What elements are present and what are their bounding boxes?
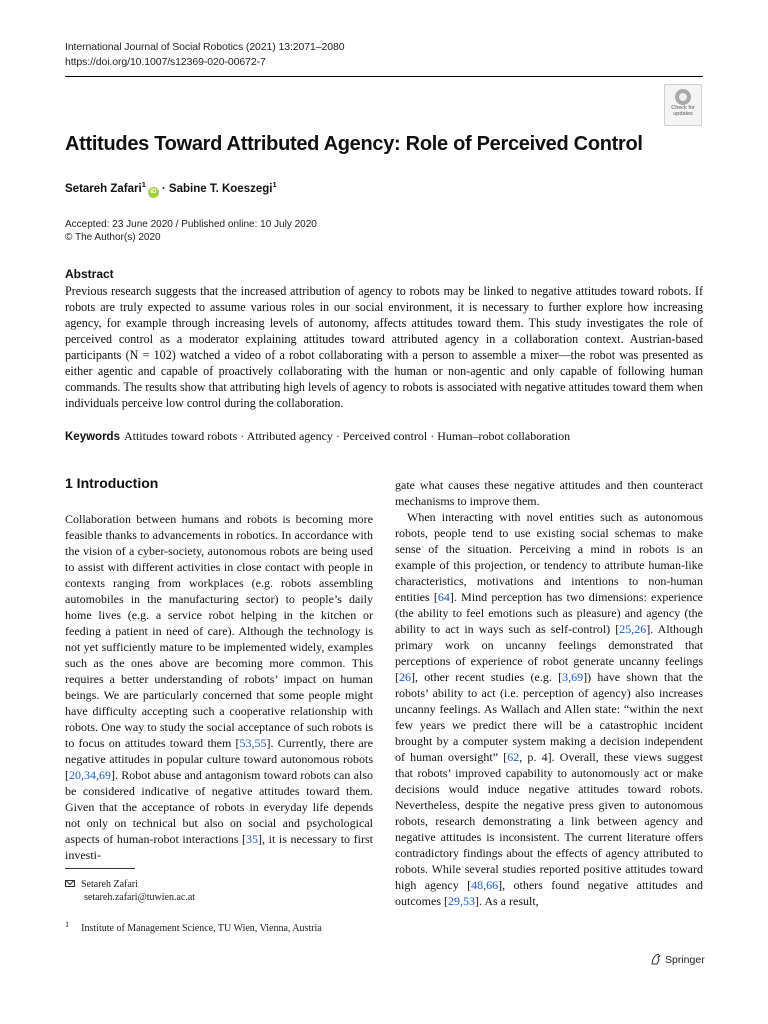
keywords-text: Attitudes toward robots · Attributed agency · Perceived control · Human–robot collaboration [123,429,571,443]
header-divider [65,76,703,77]
publisher-logo [650,953,705,966]
check-for-updates-badge[interactable] [664,84,702,126]
citation-link[interactable]: 53,55 [239,736,267,750]
orcid-icon[interactable]: iD [148,187,159,198]
keywords-label: Keywords [65,431,120,443]
abstract-text: Previous research suggests that the increased attribution of agency to robots may be linked to negative attitudes toward robots. If robots are truly expected to assume various roles in our social environment, it is necessary to further explore how increasing agency, for example through increasing levels of autonomy, affects attitudes toward them. This study investigates the role of perceived control as a moderator explaining attitudes toward attributed agency in a collaboration context. Austrian-based participants (N = 102) watched a video of a robot collaborating with a person to assemble a mixer—the robot was presented as either agentic and capable of proactively collaborating with the human or non-agentic and only capable of following human commands. The results show that attributing high levels of agency to robots is associated with negative attitudes toward them when individuals perceive low control during the collaboration. [65,284,703,410]
copyright-line: © The Author(s) 2020 [65,232,161,243]
citation-link[interactable]: 25,26 [619,622,647,636]
body-column-left [65,511,373,863]
keywords-line [65,429,570,444]
author-name[interactable]: Setareh Zafari [65,182,142,195]
citation-link[interactable]: 3,69 [562,670,584,684]
check-for-updates-icon [675,89,691,105]
paragraph: gate what causes these negative attitudes and then counteract mechanisms to improve them. [395,478,703,508]
citation-link[interactable]: 64 [437,590,450,604]
citation-link[interactable]: 29,53 [448,894,475,908]
journal-citation: International Journal of Social Robotics (2021) 13:2071–2080 [65,41,345,53]
abstract-heading: Abstract [65,267,114,281]
author-separator: · [161,182,166,195]
affiliation-number: 1 [65,920,70,929]
citation-link[interactable]: 26 [399,670,411,684]
badge-line1: Check for [671,105,695,111]
citation-link[interactable]: 35 [246,832,259,846]
paper-title: Attitudes Toward Attributed Agency: Role of Perceived Control [65,133,643,155]
author-affiliation-marker: 1 [272,180,277,189]
doi-link[interactable]: https://doi.org/10.1007/s12369-020-00672-7 [65,56,266,68]
publication-dates: Accepted: 23 June 2020 / Published online: 10 July 2020 [65,219,317,230]
author-list [65,180,277,198]
citation-link[interactable]: 48,66 [471,878,499,892]
paragraph: When interacting with novel entities such as autonomous robots, people tend to use existing social schemas to make sense of the situation. Perceiving a mind in robots is an example of this projection, or tendency to attribute human-like characteristics, motivations and intentions to non-human entities [64]. Mind perception has two dimensions: experience (the ability to feel emotions such as pleasure) and agency (the ability to act in ways such as self-control) [25,26]. Although primary work on uncanny feelings demonstrated that perceptions of experience of robot generate uncanny feelings [26], other recent studies (e.g. [3,69]) have shown that the robots’ ability to act (i.e. perception of agency) also increases uncanny feelings. As Wallach and Allen state: “within the next few years we predict there will be a catastrophic incident brought by a computer system making a decision independent of human oversight” [62, p. 4]. Overall, these views suggest that robots’ improved capability to autonomously act or make decisions would induce negative attitudes toward robots. Nevertheless, despite the negative press given to autonomous robots, research demonstrating a link between agency and negative attitudes is inconsistent. The current literature offers contradictory findings about the effects of agency attributed to robots. While several studies reported positive attitudes toward high agency [48,66], others found negative attitudes and outcomes [29,53]. As a result, [395,510,704,908]
envelope-icon [65,880,75,887]
springer-horse-icon [650,953,662,965]
author-name[interactable]: Sabine T. Koeszegi [168,182,273,195]
corresponding-author [65,878,138,891]
citation-link[interactable]: 20,34,69 [69,768,111,782]
contact-email[interactable]: setareh.zafari@tuwien.ac.at [84,892,196,903]
affiliation-text: Institute of Management Science, TU Wien, Vienna, Austria [81,923,322,935]
footnote-divider [65,868,135,869]
section-heading: 1 Introduction [65,475,159,491]
badge-line2: updates [673,111,693,117]
citation-link[interactable]: 62 [507,750,520,764]
body-column-right [395,477,703,909]
contact-name: Setareh Zafari [81,879,138,890]
affiliation-footnote [65,918,322,935]
publisher-name: Springer [665,954,705,966]
author-affiliation-marker: 1 [141,180,146,189]
paragraph: Collaboration between humans and robots is becoming more feasible thanks to advancements in robotics. In accordance with the vision of a cyber-society, autonomous robots are being used to assist with different activities in close contact with people in contexts ranging from workplaces (e.g. robots assembling automobiles in the manufacturing sector) to people’s daily home lives (e.g. a service robot helping in the kitchen or feeding a patient in need of care). Although the technology is not yet sufficiently mature to be implemented widely, examples such as the ones above are becoming more common. This requires a better understanding of robots’ impact on human beings. We are particularly concerned that some people might have difficulty accepting such a cooperative relationship with robots. One way to study the social acceptance of such robots is to focus on attitudes toward them [53,55]. Currently, there are negative attitudes in popular culture toward autonomous robots [20,34,69]. Robot abuse and antagonism toward robots can also be considered indicative of negative attitudes toward them. Given that the acceptance of robots in everyday life depends not only on technical but also on social and psychological aspects of human-robot interactions [35], it is necessary to first investi- [65,512,374,862]
